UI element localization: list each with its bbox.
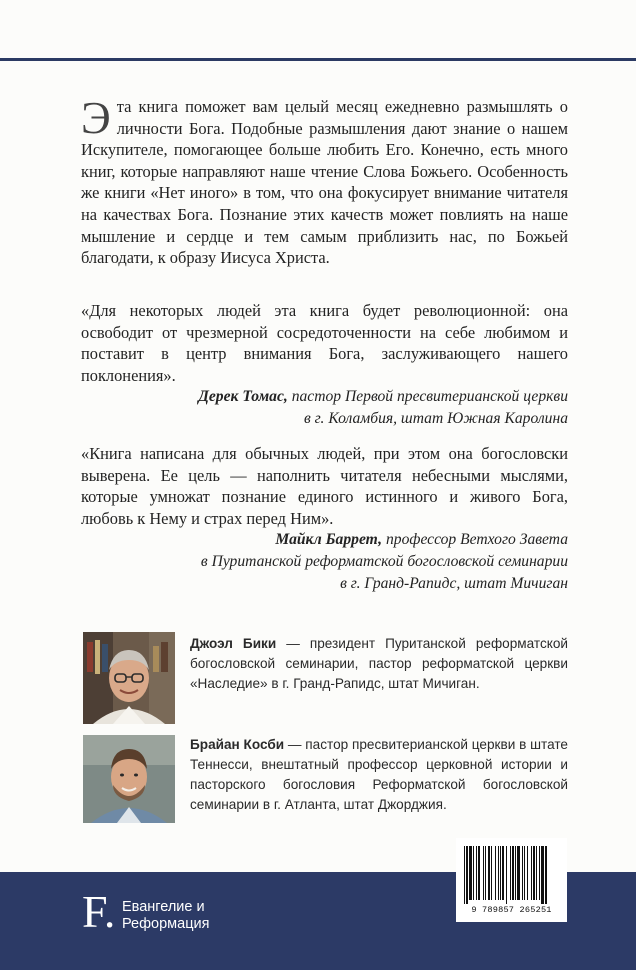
barcode-bar — [500, 846, 501, 900]
barcode-bar — [506, 846, 507, 904]
intro-text: та книга поможет вам целый месяц ежедневно размышлять о личности Бога. Подобные размышления дают знание о нашем Искупителе, помогающее больше любить Его. Конечно, есть много книг, которые направляют наше чтение Слова Божьего. Особенность же книги «Нет иного» в том, что она фокусирует внимание читателя на качествах Бога. Познание этих качеств может повлиять на наше мышление и сердце и тем самым приблизить нас, по Божьей благодати, к образу Иисуса Христа. — [81, 97, 568, 268]
intro-paragraph — [81, 93, 568, 269]
barcode-bar — [485, 846, 486, 900]
author-bio-text: — президент Пуританской реформатской богословской семинарии, пастор реформатской церкви «Наследие» в г. Гранд-Рапидс, штат Мичиган. — [190, 636, 568, 691]
quote-attribution-line2: в г. Коламбия, штат Южная Каролина — [304, 409, 568, 427]
barcode-bar — [527, 846, 528, 900]
quote-text: «Для некоторых людей эта книга будет революционной: она освободит от чрезмерной сосредоточенности на себе любимом и поставит в центр внимания Бога, заслуживающего нашего поклонения». — [81, 301, 568, 385]
quote-attribution-line3: в г. Гранд-Рапидс, штат Мичиган — [340, 574, 568, 592]
quote-author: Майкл Баррет, — [275, 531, 383, 549]
barcode-bar — [517, 846, 520, 900]
author-name: Брайан Косби — [190, 737, 285, 752]
author-photo-beeke — [83, 632, 175, 724]
barcode-bar — [539, 846, 540, 900]
publisher-name-line1: Евангелие и — [122, 899, 205, 915]
barcode-bar — [502, 846, 504, 900]
barcode-bar — [464, 846, 465, 904]
top-rule — [0, 58, 636, 61]
quote-role: профессор Ветхого Завета — [386, 531, 568, 549]
barcode-bar — [498, 846, 499, 900]
quote-attribution — [81, 386, 568, 408]
publisher-mark: F. — [82, 886, 116, 937]
barcode-bar — [495, 846, 496, 900]
publisher-logo — [82, 886, 252, 940]
quote-thomas — [81, 300, 568, 430]
barcode-bar — [473, 846, 474, 900]
barcode-bar — [488, 846, 490, 900]
barcode-bar — [510, 846, 511, 900]
publisher-name-line2: Реформация — [122, 916, 210, 932]
quote-barrett — [81, 443, 568, 594]
quote-attribution-line2: в Пуританской реформатской богословской семинарии — [200, 552, 568, 570]
barcode-number: 9 789857 265251 — [471, 905, 552, 915]
barcode-bar — [536, 846, 537, 900]
barcode-bar — [541, 846, 544, 904]
barcode — [456, 838, 567, 922]
barcode-bar — [531, 846, 532, 900]
author-name: Джоэл Бики — [190, 636, 277, 651]
barcode-bar — [522, 846, 523, 900]
author-bio-cosby — [190, 735, 568, 815]
barcode-bar — [512, 846, 514, 900]
publisher-name — [122, 899, 209, 933]
author-bio-beeke — [190, 634, 568, 694]
barcode-bar — [476, 846, 477, 900]
barcode-bar — [515, 846, 516, 900]
barcode-bar — [545, 846, 547, 904]
quote-author: Дерек Томас, — [198, 388, 288, 406]
quote-attribution — [81, 529, 568, 551]
barcode-bar — [491, 846, 492, 900]
barcode-bar — [483, 846, 484, 900]
barcode-bar — [524, 846, 525, 900]
author-photo-cosby — [83, 735, 175, 823]
barcode-bar — [466, 846, 468, 904]
barcode-bar — [478, 846, 480, 900]
author-bio-text: — пастор пресвитерианской церкви в штате Теннесси, внештатный профессор церковной истории и пасторского богословия Реформатской богословской семинарии в г. Атланта, штат Джорджия. — [190, 737, 568, 812]
barcode-bars — [456, 838, 567, 904]
quote-text: «Книга написана для обычных людей, при этом она богословски выверена. Ее цель — наполнить читателя небесными мыслями, которые умножат познание единого истинного и живого Бога, любовь к Нему и страх перед Ним». — [81, 444, 568, 528]
drop-cap: Э — [81, 93, 111, 143]
barcode-bar — [469, 846, 472, 900]
quote-role: пастор Первой пресвитерианской церкви — [291, 388, 568, 406]
barcode-bar — [533, 846, 535, 900]
